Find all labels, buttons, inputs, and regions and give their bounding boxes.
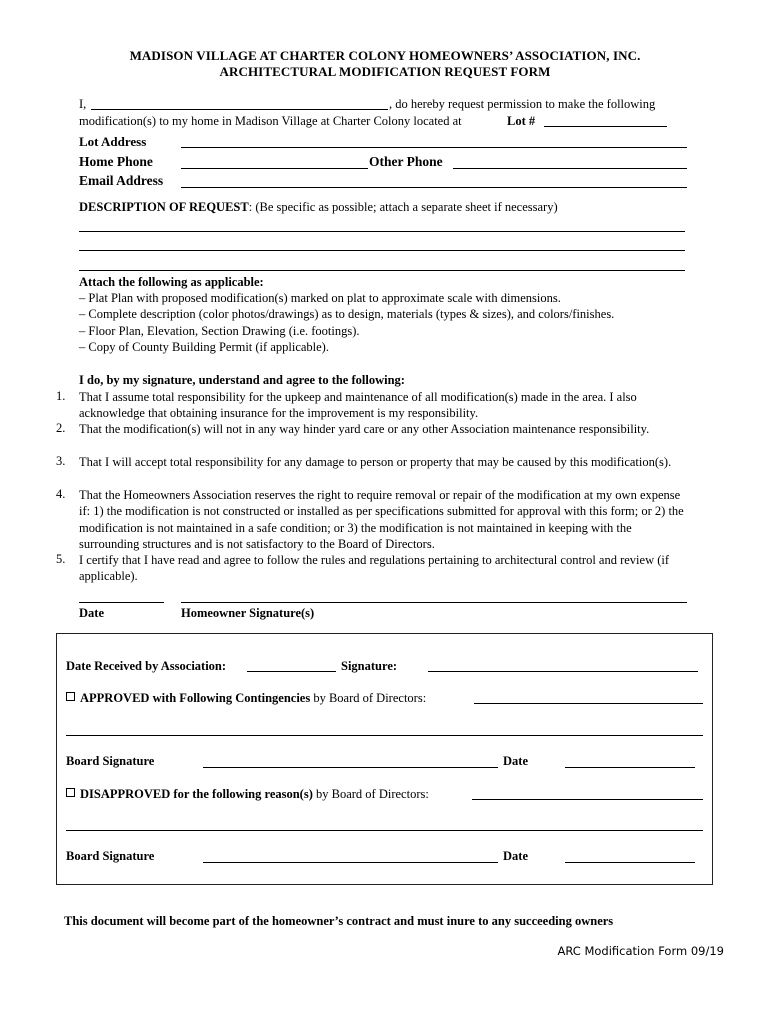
agreement-number: 3. — [56, 454, 66, 468]
other-phone-label: Other Phone — [369, 154, 443, 169]
board-date-label: Date — [503, 754, 528, 768]
home-phone-label: Home Phone — [79, 154, 153, 169]
disapproved-row — [66, 787, 429, 802]
disapproved-by-board: by Board of Directors: — [316, 787, 429, 801]
approved-checkbox[interactable] — [66, 692, 75, 701]
home-phone-field[interactable] — [181, 168, 368, 169]
board-signature-field[interactable] — [203, 767, 498, 768]
approved-contingencies-field[interactable] — [474, 703, 703, 704]
disapproved-label: DISAPPROVED for the following reason(s) — [80, 787, 313, 801]
agreement-number: 1. — [56, 389, 66, 403]
board-signature-label-2: Board Signature — [66, 849, 155, 863]
description-heading — [79, 200, 558, 215]
approved-by-board: by Board of Directors: — [313, 691, 427, 705]
description-line-2[interactable] — [79, 250, 685, 251]
form-title-request: ARCHITECTURAL MODIFICATION REQUEST FORM — [219, 64, 551, 79]
agreement-item: That the Homeowners Association reserves the right to require removal or repair of the modification at my own expense if: 1) the modification is not constructed or installed as per specifications submitted for approval with this form; or 2) the modification is not maintained in a safe condition; or 3) the modification is not maintained in keeping with the surrounding structures and is not satisfactory to the Board of Directors. — [79, 488, 684, 551]
agreement-item: That I assume total responsibility for the upkeep and maintenance of all modification(s) made in the area. I also acknowledge that obtaining insurance for the improvement is my responsibility. — [79, 390, 637, 421]
date-received-label: Date Received by Association: — [66, 659, 227, 673]
approved-row — [66, 691, 426, 706]
approved-contingencies-line[interactable] — [66, 735, 703, 736]
homeowner-signature-label: Homeowner Signature(s) — [181, 606, 315, 620]
attach-item: – Copy of County Building Permit (if applicable). — [79, 340, 329, 354]
description-label: DESCRIPTION OF REQUEST — [79, 200, 249, 214]
disapproved-reason-line[interactable] — [66, 830, 703, 831]
date-received-field[interactable] — [247, 671, 336, 672]
agreement-item: That I will accept total responsibility for any damage to person or property that may be caused by this modification(s). — [79, 455, 672, 469]
intro-line2: modification(s) to my home in Madison Village at Charter Colony located at — [79, 114, 462, 128]
agreement-number: 5. — [56, 552, 66, 566]
agreement-item: That the modification(s) will not in any way hinder yard care or any other Association maintenance responsibility. — [79, 422, 650, 436]
attach-heading: Attach the following as applicable: — [79, 275, 264, 289]
board-date-field-2[interactable] — [565, 862, 695, 863]
other-phone-field[interactable] — [453, 168, 687, 169]
date-label: Date — [79, 606, 104, 620]
homeowner-signature-field[interactable] — [181, 602, 687, 603]
email-address-field[interactable] — [181, 187, 687, 188]
board-date-field[interactable] — [565, 767, 695, 768]
owner-name-field[interactable] — [91, 109, 388, 110]
attach-item: – Complete description (color photos/drawings) as to design, materials (types & sizes), and colors/finishes. — [79, 307, 615, 321]
attach-item: – Plat Plan with proposed modification(s) marked on plat to approximate scale with dimensions. — [79, 291, 561, 305]
description-hint: : (Be specific as possible; attach a separate sheet if necessary) — [248, 200, 558, 214]
approved-label: APPROVED with Following Contingencies — [80, 691, 311, 705]
association-signature-field[interactable] — [428, 671, 698, 672]
board-signature-field-2[interactable] — [203, 862, 498, 863]
contract-notice: This document will become part of the homeowner’s contract and must inure to any succeeding owners — [64, 914, 614, 928]
disapproved-reason-field[interactable] — [472, 799, 703, 800]
agreement-number: 4. — [56, 487, 66, 501]
email-address-label: Email Address — [79, 173, 164, 188]
board-date-label-2: Date — [503, 849, 528, 863]
attach-item: – Floor Plan, Elevation, Section Drawing (i.e. footings). — [79, 324, 360, 338]
description-line-3[interactable] — [79, 270, 685, 271]
intro-prefix: I, — [79, 97, 87, 111]
association-signature-label: Signature: — [341, 659, 398, 673]
lot-address-label: Lot Address — [79, 134, 147, 149]
lot-number-field[interactable] — [544, 126, 667, 127]
intro-suffix: , do hereby request permission to make the following — [389, 97, 656, 111]
agreement-heading: I do, by my signature, understand and agree to the following: — [79, 373, 405, 387]
homeowner-date-field[interactable] — [79, 602, 164, 603]
agreement-number: 2. — [56, 421, 66, 435]
lot-number-label: Lot # — [507, 114, 536, 128]
agreement-item: I certify that I have read and agree to follow the rules and regulations pertaining to architectural control and review (if applicable). — [79, 553, 670, 584]
disapproved-checkbox[interactable] — [66, 788, 75, 797]
form-title-association: MADISON VILLAGE AT CHARTER COLONY HOMEOWNERS’ ASSOCIATION, INC. — [129, 48, 641, 63]
form-version: ARC Modification Form 09/19 — [557, 944, 724, 958]
board-signature-label: Board Signature — [66, 754, 155, 768]
description-line-1[interactable] — [79, 231, 685, 232]
lot-address-field[interactable] — [181, 147, 687, 148]
